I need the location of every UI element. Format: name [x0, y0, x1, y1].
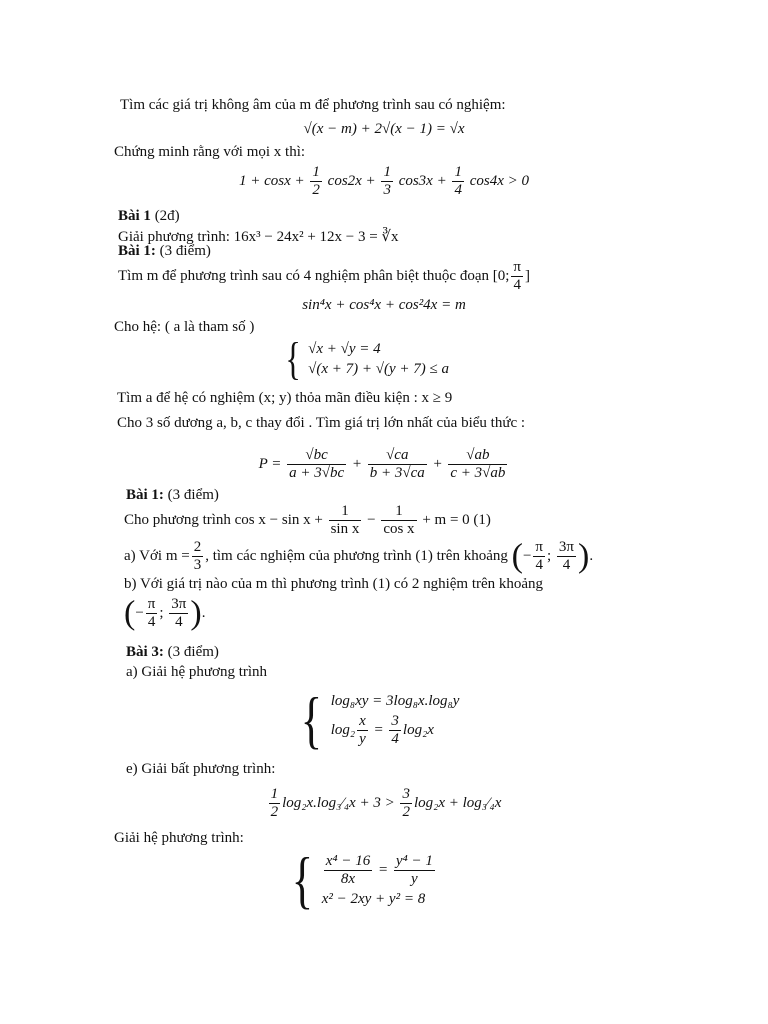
equation-system: { √x + √y = 4 √(x + 7) + √(y + 7) ≤ a [285, 333, 449, 384]
problem-text: a) Giải hệ phương trình [126, 664, 268, 680]
equation: √(x − m) + 2√(x − 1) = √x [303, 121, 465, 137]
inequality: $\frac{1}{2}$ log₂x.log₃⁄₄x + 3 > $\frac{3}{2}$ log₂x + log₃⁄₄x [270, 786, 502, 821]
problem-text: Tìm m để phương trình sau có 4 nghiệm phân biệt thuộc đoạn [0; $\frac{\pi}{4}$ ] [118, 259, 530, 294]
problem-text: Cho hệ: ( a là tham số ) [114, 319, 255, 335]
problem-text: (− $\frac{\pi}{4}$ ; $\frac{3\pi}{4}$ ). [124, 594, 206, 632]
section-heading: Bài 1: (3 điểm) [126, 487, 219, 503]
problem-text: a) Với m = $\frac{2}{3}$ , tìm các nghiệm của phương trình (1) trên khoảng (− $\frac{\pi}{4}$ ; $\frac{3\pi}{4}$ ). [124, 537, 594, 575]
problem-text: Tìm a để hệ có nghiệm (x; y) thỏa mãn điều kiện : x ≥ 9 [117, 390, 453, 406]
problem-text: Cho phương trình cos x − sin x + $\frac{1}{\text{sin x}}$ − $\frac{1}{\text{cos x}}$ + m = 0 (1) [124, 503, 491, 538]
section-heading: Bài 3: (3 điểm) [126, 644, 219, 660]
problem-text: Giải hệ phương trình: [114, 830, 244, 846]
equation-system: { $\frac{\text{x⁴ − 16}}{8x}$ = $\frac{\text{y⁴ − 1}}{y}$ x² − 2xy + y² = 8 [291, 844, 433, 915]
problem-text: b) Với giá trị nào của m thì phương trình (1) có 2 nghiệm trên khoảng [124, 576, 544, 592]
equation: P = $\frac{√bc}{a + 3√bc}$ + $\frac{√ca}{b + 3√ca}$ + $\frac{√ab}{c + 3√ab}$ [258, 447, 506, 482]
problem-text: Chứng minh rằng với mọi x thì: [114, 144, 306, 160]
section-heading: Bài 1 (2đ) [118, 208, 180, 224]
problem-text: Cho 3 số dương a, b, c thay đổi . Tìm giá trị lớn nhất của biểu thức : [117, 415, 526, 431]
problem-text: Giải phương trình: 16x³ − 24x² + 12x − 3 = ∛x [118, 229, 399, 245]
problem-text: Tìm các giá trị không âm của m để phương trình sau có nghiệm: [120, 97, 506, 113]
equation-system: { log₈xy = 3log₈x.log₈y log₂ $\frac{x}{y}$ = $\frac{3}{4}$ log₂x [300, 684, 460, 755]
equation: sin⁴x + cos⁴x + cos²4x = m [302, 297, 466, 313]
equation: 1 + cosx + $\frac{1}{2}$ cos2x + $\frac{1}{3}$ cos3x + $\frac{1}{4}$ cos4x > 0 [239, 164, 529, 199]
section-heading: Bài 1: (3 điểm) [118, 243, 211, 259]
problem-text: e) Giải bất phương trình: [126, 761, 276, 777]
